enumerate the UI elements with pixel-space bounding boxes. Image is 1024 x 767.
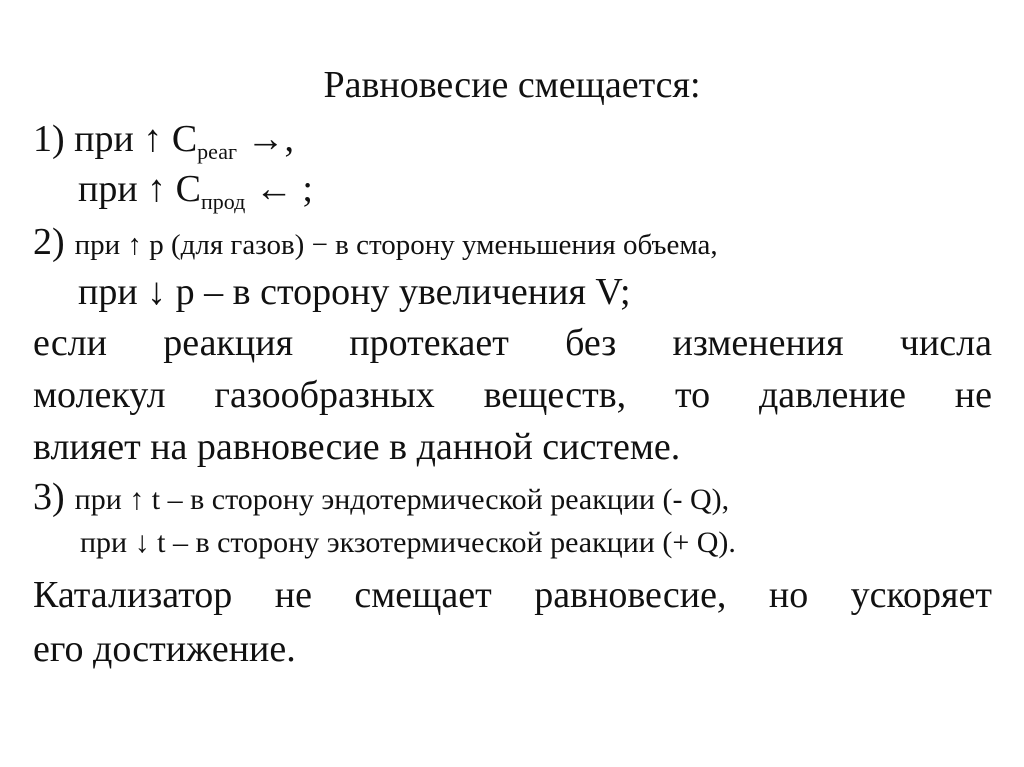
item1-line1-suffix: →, bbox=[237, 118, 294, 160]
item2-line2: при ↓ p – в сторону увеличения V; bbox=[78, 271, 631, 313]
item2-number: 2) bbox=[33, 221, 65, 263]
item1-line2-suffix: ← ; bbox=[245, 168, 313, 210]
slide-title: Равновесие смещается: bbox=[323, 64, 701, 106]
item2-note-line-3: влияет на равновесие в данной системе. bbox=[33, 426, 681, 468]
item1-line1 bbox=[33, 120, 294, 163]
item3-line1-text: при ↑ t – в сторону эндотермической реакции (- Q), bbox=[74, 483, 730, 516]
item2-line1-text: при ↑ p (для газов) − в сторону уменьшения объема, bbox=[74, 229, 718, 261]
item2-note-line-2: молекул газообразных веществ, то давление не bbox=[33, 374, 992, 416]
item1-line1-prefix: 1) при ↑ С bbox=[33, 118, 198, 160]
item3-number: 3) bbox=[33, 476, 65, 518]
item1-line2-subscript: прод bbox=[201, 189, 246, 214]
item1-line2 bbox=[78, 170, 313, 213]
item1-line1-subscript: реаг bbox=[197, 139, 237, 164]
catalyst-line-2: его достижение. bbox=[33, 628, 296, 670]
item2-line1 bbox=[33, 223, 718, 261]
item3-line2: при ↓ t – в сторону экзотермической реакции (+ Q). bbox=[80, 526, 736, 559]
catalyst-line-1: Катализатор не смещает равновесие, но ускоряет bbox=[33, 574, 992, 616]
item1-line2-prefix: при ↑ С bbox=[78, 168, 202, 210]
item2-note-line-1: если реакция протекает без изменения числа bbox=[33, 322, 992, 364]
item3-line1 bbox=[33, 478, 729, 516]
